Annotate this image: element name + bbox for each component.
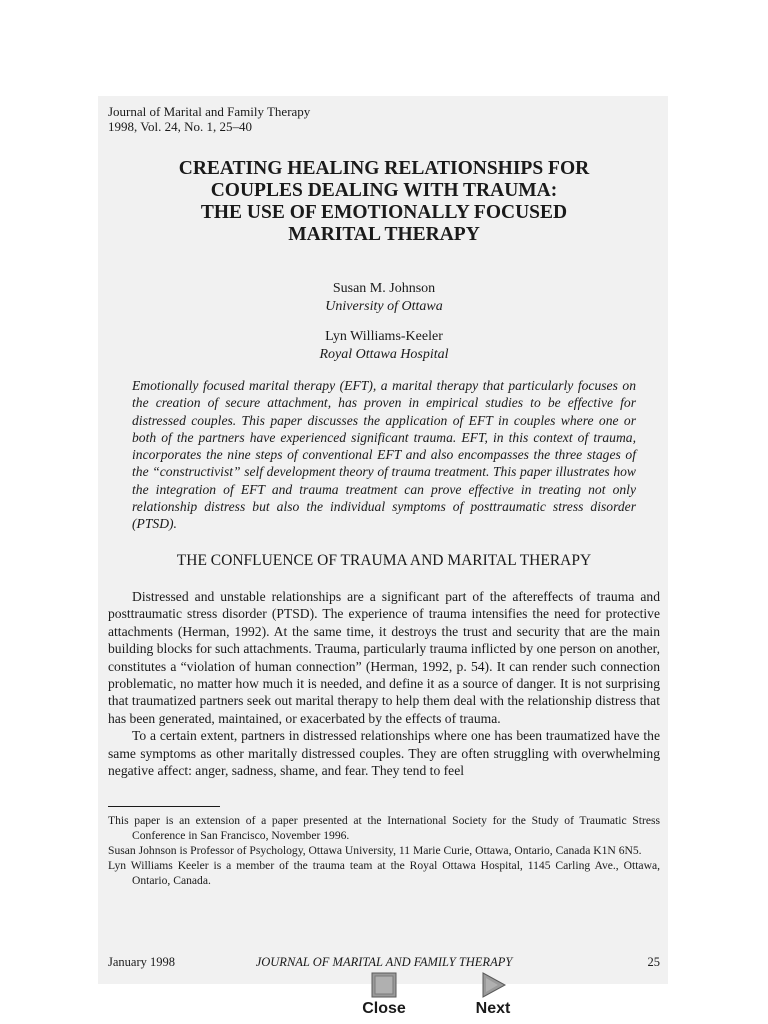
play-arrow-icon — [479, 972, 507, 998]
page-number: 25 — [647, 955, 660, 969]
title-line: THE USE OF EMOTIONALLY FOCUSED — [200, 202, 568, 223]
title-line: CREATING HEALING RELATIONSHIPS FOR — [178, 158, 590, 179]
body-text — [108, 588, 660, 779]
journal-name: Journal of Marital and Family Therapy — [108, 104, 311, 119]
footnote: Lyn Williams Keeler is a member of the trauma team at the Royal Ottawa Hospital, 1145 Carling Ave., Ottawa, Ontario, Canada. — [108, 859, 660, 887]
footnotes — [108, 813, 660, 888]
footer-date: January 1998 — [108, 955, 175, 969]
close-label: Close — [362, 1000, 406, 1017]
paragraph: Distressed and unstable relationships are a significant part of the aftereffects of trauma and posttraumatic stress disorder (PTSD). The experience of trauma intensifies the need for protective attachments (Herman, 1992). At the same time, it destroys the trust and security that are the main building blocks for such attachments. Trauma, particularly trauma inflicted by one person on another, constitutes a “violation of human connection” (Herman, 1992, p. 54). It can render such connection problematic, no matter how much it is needed, and define it as a source of danger. It is not surprising that traumatized partners seek out marital therapy to help them deal with the relationship distress that has been generated, maintained, or exacerbated by the effects of trauma. — [108, 589, 660, 726]
abstract: Emotionally focused marital therapy (EFT), a marital therapy that particularly focuses on the creation of secure attachment, has proven in empirical studies to be effective for distressed couples. This paper discusses the application of EFT in couples where one or both of the partners have experienced significant trauma. EFT, in this context of trauma, incorporates the nine steps of conventional EFT and also encompasses the three stages of the “constructivist” self development theory of trauma treatment. This paper illustrates how the integration of EFT and trauma treatment can prove effective in treating not only relationship distress but also the individual symptoms of posttraumatic stress disorder (PTSD). — [132, 378, 636, 532]
next-button[interactable] — [458, 972, 528, 1018]
article-title — [110, 158, 658, 246]
journal-citation — [108, 104, 310, 134]
author-affiliation: Royal Ottawa Hospital — [319, 347, 449, 362]
paragraph: To a certain extent, partners in distressed relationships where one has been traumatized have the same symptoms as other maritally distressed couples. They are often struggling with overwhelming negative affect: anger, sadness, shame, and fear. They tend to feel — [108, 728, 660, 779]
title-line: COUPLES DEALING WITH TRAUMA: — [210, 180, 558, 201]
footnote-divider — [108, 806, 220, 807]
footnote: This paper is an extension of a paper presented at the International Society for the Study of Traumatic Stress Conference in San Francisco, November 1996. — [108, 814, 660, 842]
next-label: Next — [475, 1000, 511, 1017]
footnote: Susan Johnson is Professor of Psychology, Ottawa University, 11 Marie Curie, Ottawa, Ontario, Canada K1N 6N5. — [108, 844, 642, 857]
author-affiliation: University of Ottawa — [325, 299, 443, 314]
author-block — [110, 280, 658, 316]
author-name: Lyn Williams-Keeler — [325, 329, 443, 344]
page-footer — [108, 954, 660, 970]
close-square-icon — [370, 972, 398, 998]
footer-journal: JOURNAL OF MARITAL AND FAMILY THERAPY — [255, 955, 513, 969]
section-heading: THE CONFLUENCE OF TRAUMA AND MARITAL THERAPY — [176, 552, 592, 569]
author-block — [110, 328, 658, 364]
title-line: MARITAL THERAPY — [288, 224, 480, 245]
author-name: Susan M. Johnson — [332, 281, 436, 296]
journal-volume: 1998, Vol. 24, No. 1, 25–40 — [108, 119, 252, 134]
close-button[interactable] — [349, 972, 419, 1018]
